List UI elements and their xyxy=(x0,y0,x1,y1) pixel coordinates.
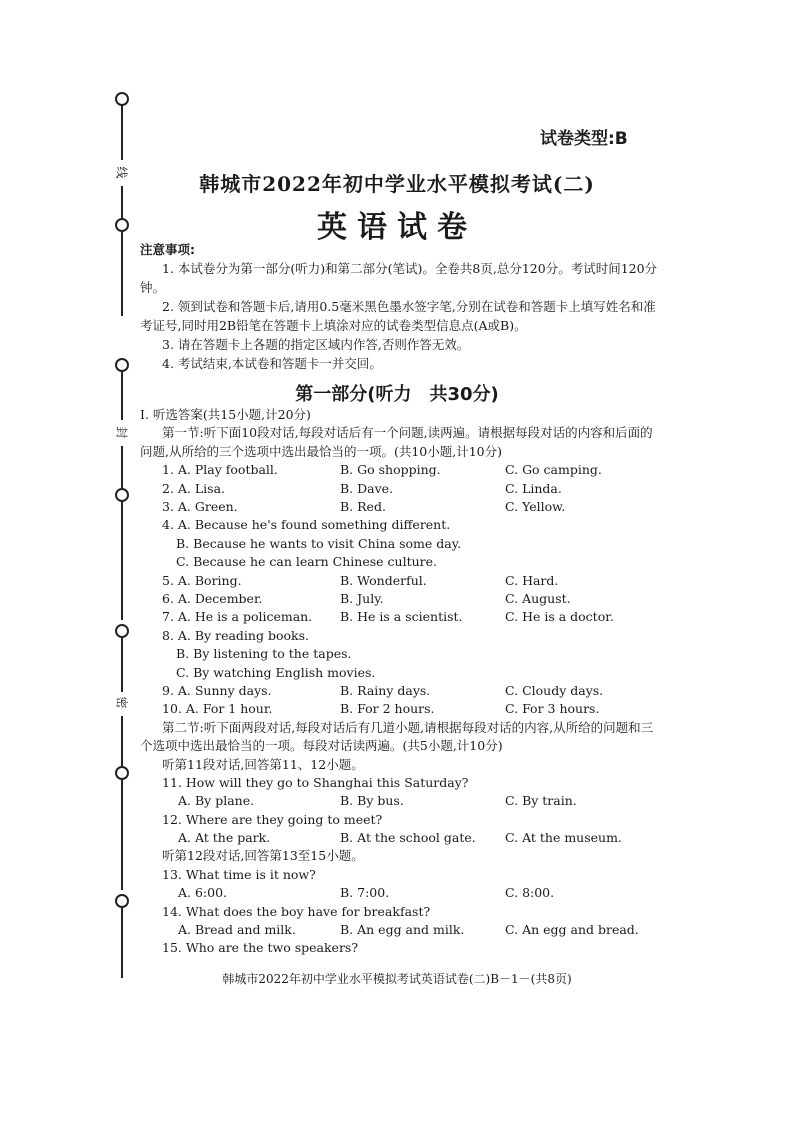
note-item: 1. 本试卷分为第一部分(听力)和第二部分(笔试)。全卷共8页,总分120分。考试时间120分钟。 xyxy=(140,261,658,295)
option-c: C. 8:00. xyxy=(505,885,555,901)
exam-notes xyxy=(140,240,660,373)
option-c: C. Go camping. xyxy=(505,462,602,478)
question-row-2 xyxy=(140,480,660,498)
question-8-option-c: C. By watching English movies. xyxy=(176,664,376,680)
note-item: 2. 领到试卷和答题卡后,请用0.5毫米黑色墨水签字笔,分别在试卷和答题卡上填写姓名和准考证号,同时用2B铅笔在答题卡上填涂对应的试卷类型信息点(A或B)。 xyxy=(140,299,656,333)
binding-line xyxy=(121,636,123,692)
option-a: A. At the park. xyxy=(178,830,271,846)
question-row-6 xyxy=(140,590,660,608)
binding-line xyxy=(121,780,123,890)
option-b: B. Wonderful. xyxy=(340,572,427,588)
listen-instruction: 听第11段对话,回答第11、12小题。 xyxy=(162,756,364,772)
question-row-9 xyxy=(140,682,660,700)
question-12: 12. Where are they going to meet? xyxy=(162,811,383,827)
binding-line xyxy=(121,908,123,978)
section-intro-2: 第二节:听下面两段对话,每段对话后有几道小题,请根据每段对话的内容,从所给的问题和三个选项中选出最恰当的一项。每段对话读两遍。(共5小题,计10分) xyxy=(140,719,654,754)
option-c: C. Linda. xyxy=(505,480,562,496)
question-row-7 xyxy=(140,608,660,626)
question-row-1 xyxy=(140,461,660,479)
option-a: A. Bread and milk. xyxy=(178,922,296,938)
option-b: B. Dave. xyxy=(340,480,394,496)
binding-char-mi: 密 xyxy=(114,696,129,709)
option-b: B. 7:00. xyxy=(340,885,390,901)
option-c: C. For 3 hours. xyxy=(505,701,600,717)
question-14-options xyxy=(140,921,660,939)
question-row-5 xyxy=(140,572,660,590)
option-a: A. By plane. xyxy=(178,793,255,809)
question-row-10 xyxy=(140,700,660,718)
exam-subject-title: 英语试卷 xyxy=(317,210,477,245)
listening-section xyxy=(140,406,660,958)
option-c: C. By train. xyxy=(505,793,577,809)
notes-heading: 注意事项: xyxy=(140,242,195,257)
listen-instruction: 听第12段对话,回答第13至15小题。 xyxy=(162,848,364,864)
option-b: B. By bus. xyxy=(340,793,404,809)
question-4-option-b: B. Because he wants to visit China some day. xyxy=(176,535,462,551)
section-heading: Ⅰ. 听选答案(共15小题,计20分) xyxy=(140,407,311,422)
binding-char-xian: 线 xyxy=(114,166,129,179)
option-c: C. Yellow. xyxy=(505,499,566,514)
question-8-option-b: B. By listening to the tapes. xyxy=(176,646,352,662)
option-c: C. August. xyxy=(505,590,571,606)
question-12-options xyxy=(140,829,660,847)
page-footer: 韩城市2022年初中学业水平模拟考试英语试卷(二)B－1－(共8页) xyxy=(222,972,572,986)
section-intro: 第一节:听下面10段对话,每段对话后有一个问题,读两遍。请根据每段对话的内容和后面的问题,从所给的三个选项中选出最恰当的一项。(共10小题,计10分) xyxy=(140,425,653,459)
option-a: A. 6:00. xyxy=(178,885,228,901)
binding-char-feng: 封 xyxy=(114,426,129,439)
option-b: B. Red. xyxy=(340,499,386,514)
option-b: B. An egg and milk. xyxy=(340,922,465,938)
option-a: 1. A. Play football. xyxy=(162,462,278,478)
option-a: 2. A. Lisa. xyxy=(162,480,226,496)
option-c: C. Hard. xyxy=(505,572,559,588)
question-13: 13. What time is it now? xyxy=(162,866,316,882)
option-c: C. At the museum. xyxy=(505,830,622,846)
option-b: B. Go shopping. xyxy=(340,462,441,478)
question-15: 15. Who are the two speakers? xyxy=(162,940,359,956)
question-4-option-a: 4. A. Because he's found something different. xyxy=(162,517,451,533)
note-item: 4. 考试结束,本试卷和答题卡一并交回。 xyxy=(162,356,382,371)
question-11: 11. How will they go to Shanghai this Saturday? xyxy=(162,774,469,790)
option-b: B. Rainy days. xyxy=(340,682,431,698)
exam-title: 韩城市2022年初中学业水平模拟考试(二) xyxy=(199,172,595,196)
option-c: C. Cloudy days. xyxy=(505,682,604,698)
option-a: 3. A. Green. xyxy=(162,499,238,514)
option-c: C. He is a doctor. xyxy=(505,609,614,625)
option-b: B. He is a scientist. xyxy=(340,609,463,625)
binding-hole xyxy=(115,766,129,780)
option-a: 5. A. Boring. xyxy=(162,572,242,588)
part-one-title: 第一部分(听力 共30分) xyxy=(295,384,499,405)
option-a: 9. A. Sunny days. xyxy=(162,682,272,698)
option-b: B. For 2 hours. xyxy=(340,701,435,717)
binding-line xyxy=(121,500,123,620)
option-a: 6. A. December. xyxy=(162,590,263,606)
binding-hole xyxy=(115,894,129,908)
option-a: 10. A. For 1 hour. xyxy=(162,701,273,717)
option-c: C. An egg and bread. xyxy=(505,922,639,938)
question-14: 14. What does the boy have for breakfast? xyxy=(162,903,431,919)
binding-line xyxy=(121,716,123,766)
binding-hole xyxy=(115,92,129,106)
paper-type-label: 试卷类型:B xyxy=(540,129,628,149)
option-b: B. At the school gate. xyxy=(340,830,476,846)
question-row-3 xyxy=(140,498,660,516)
question-11-options xyxy=(140,792,660,810)
note-item: 3. 请在答题卡上各题的指定区域内作答,否则作答无效。 xyxy=(162,337,470,352)
question-4-option-c: C. Because he can learn Chinese culture. xyxy=(176,554,437,570)
question-8-option-a: 8. A. By reading books. xyxy=(162,627,309,643)
option-b: B. July. xyxy=(340,590,384,606)
question-13-options xyxy=(140,884,660,902)
option-a: 7. A. He is a policeman. xyxy=(162,609,313,625)
